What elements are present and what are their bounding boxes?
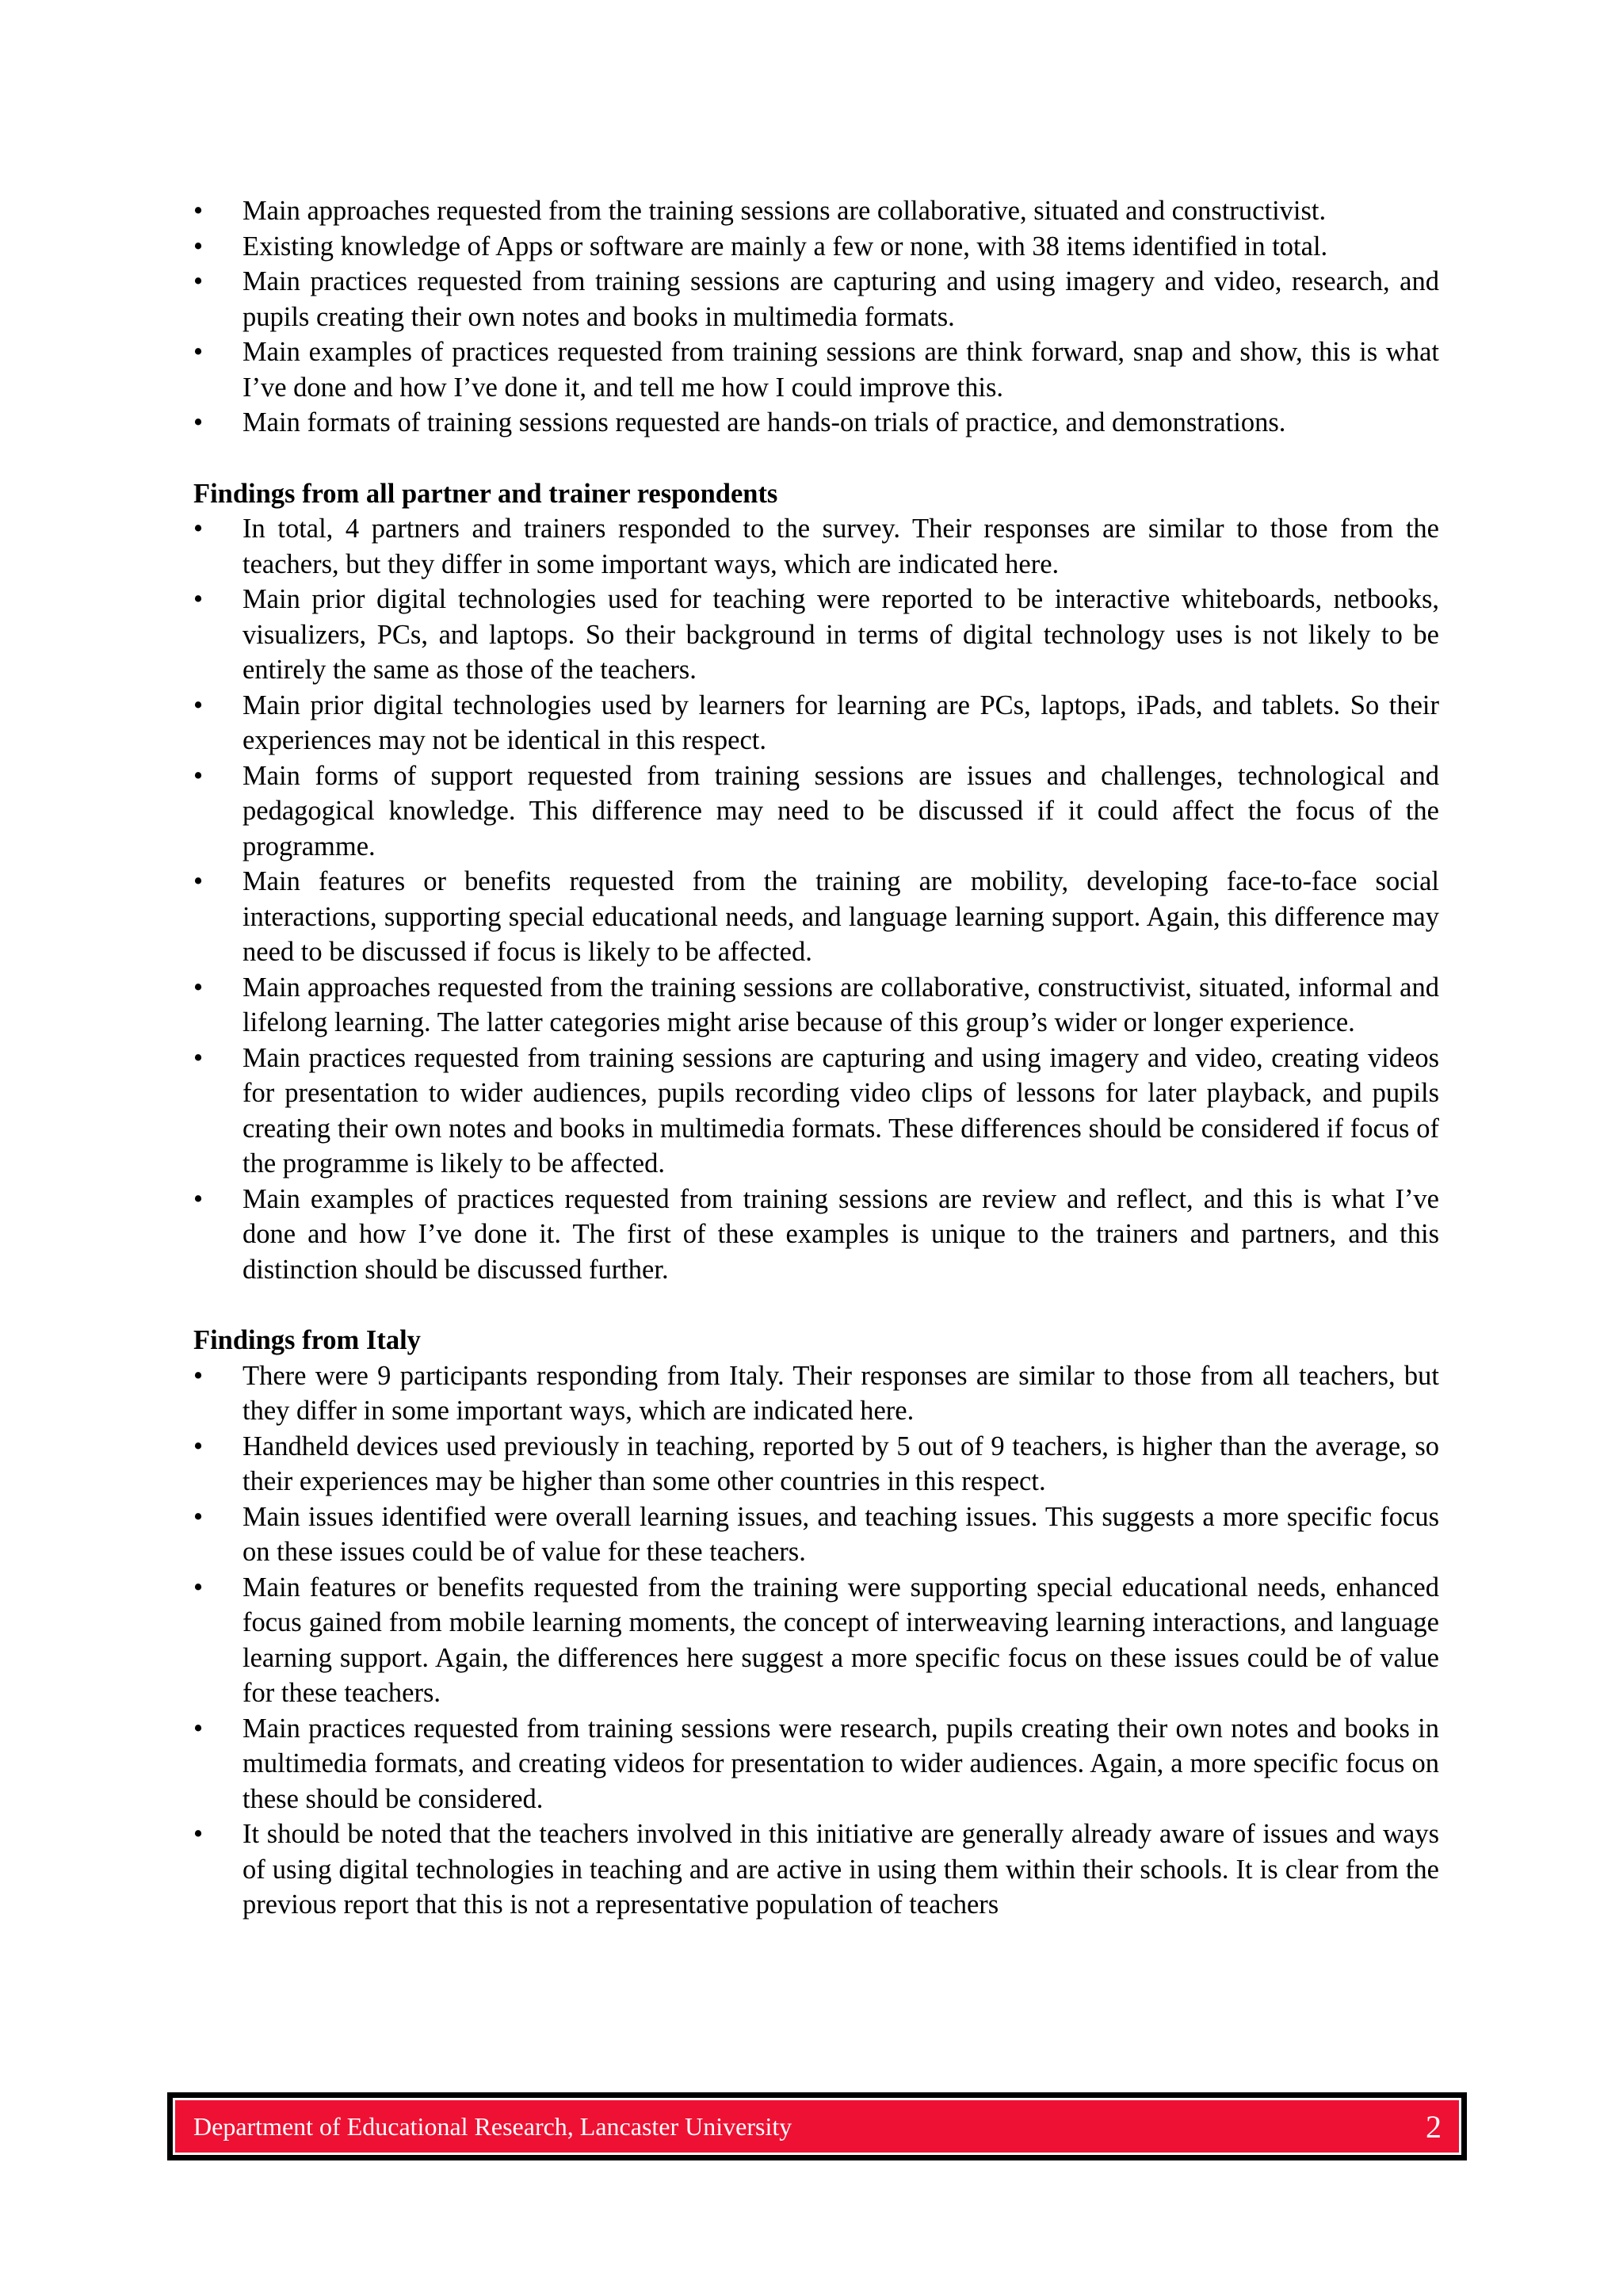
bullet-icon: • <box>193 760 204 791</box>
list-item-text: Main features or benefits requested from the training were supporting special educational needs, enhanced focus gained from mobile learning moments, the concept of interweaving learning interactions, and language learning support. Again, the differences here suggest a more specific focus on these issues could be of value for these teachers. <box>242 1572 1439 1708</box>
footer-text: Department of Educational Research, Lancaster University <box>193 2111 792 2141</box>
list-item-text: Main prior digital technologies used for teaching were reported to be interactive whiteboards, netbooks, visualizers, PCs, and laptops. So their background in terms of digital technology uses is not likely to be entirely the same as those of the teachers. <box>242 584 1439 685</box>
list-item <box>193 511 1439 582</box>
partners-bullet-list <box>193 511 1439 1287</box>
list-item-text: Main approaches requested from the training sessions are collaborative, situated and constructivist. <box>242 196 1327 226</box>
list-item-text: There were 9 participants responding from Italy. Their responses are similar to those from all teachers, but they differ in some important ways, which are indicated here. <box>242 1360 1439 1426</box>
list-item <box>193 1817 1439 1923</box>
page-number: 2 <box>1426 2108 1442 2145</box>
bullet-icon: • <box>193 972 204 1003</box>
list-item <box>193 229 1439 265</box>
bullet-icon: • <box>193 196 204 226</box>
list-item-text: It should be noted that the teachers involved in this initiative are generally already aware of issues and ways of using digital technologies in teaching and are active in using them within their schools. It is clear from the previous report that this is not a representative population of teachers <box>242 1819 1439 1920</box>
bullet-icon: • <box>193 866 204 896</box>
bullet-icon: • <box>193 584 204 614</box>
list-item <box>193 334 1439 405</box>
bullet-icon: • <box>193 1183 204 1214</box>
italy-bullet-list <box>193 1358 1439 1923</box>
footer-band <box>175 2100 1459 2153</box>
bullet-icon: • <box>193 337 204 367</box>
intro-bullet-list <box>193 193 1439 441</box>
list-item-text: In total, 4 partners and trainers responded to the survey. Their responses are similar to those from the teachers, but they differ in some important ways, which are indicated here. <box>242 514 1439 579</box>
list-item <box>193 1041 1439 1182</box>
bullet-icon: • <box>193 1713 204 1744</box>
section-heading: Findings from all partner and trainer respondents <box>193 478 778 509</box>
list-item <box>193 264 1439 334</box>
list-item <box>193 1358 1439 1429</box>
page-footer <box>167 2092 1467 2160</box>
list-item-text: Main formats of training sessions requested are hands-on trials of practice, and demonstrations. <box>242 407 1286 437</box>
list-item <box>193 1429 1439 1499</box>
bullet-icon: • <box>193 231 204 262</box>
list-item-text: Handheld devices used previously in teaching, reported by 5 out of 9 teachers, is higher than the average, so their experiences may be higher than some other countries in this respect. <box>242 1431 1439 1496</box>
list-item <box>193 1570 1439 1711</box>
list-item <box>193 1499 1439 1570</box>
list-item-text: Main issues identified were overall learning issues, and teaching issues. This suggests a more specific focus on these issues could be of value for these teachers. <box>242 1501 1439 1567</box>
list-item-text: Existing knowledge of Apps or software are mainly a few or none, with 38 items identified in total. <box>242 231 1328 262</box>
bullet-icon: • <box>193 690 204 720</box>
list-item-text: Main examples of practices requested from training sessions are review and reflect, and this is what I’ve done and how I’ve done it. The first of these examples is unique to the trainers and partners, and this distinction should be discussed further. <box>242 1183 1439 1285</box>
bullet-icon: • <box>193 514 204 544</box>
list-item <box>193 1711 1439 1817</box>
bullet-icon: • <box>193 407 204 437</box>
list-item <box>193 582 1439 688</box>
bullet-icon: • <box>193 266 204 296</box>
list-item-text: Main practices requested from training sessions are capturing and using imagery and video, research, and pupils creating their own notes and books in multimedia formats. <box>242 266 1439 332</box>
list-item <box>193 970 1439 1041</box>
list-item <box>193 1182 1439 1288</box>
list-item-text: Main features or benefits requested from the training are mobility, developing face-to-face social interactions, supporting special educational needs, and language learning support. Again, this difference may need to be discussed if focus is likely to be affected. <box>242 866 1439 967</box>
list-item <box>193 193 1439 229</box>
list-item-text: Main practices requested from training sessions were research, pupils creating their own notes and books in multimedia formats, and creating videos for presentation to wider audiences. Again, a more specific focus on these should be considered. <box>242 1713 1439 1814</box>
italy-section <box>193 1323 1439 1923</box>
document-body <box>193 193 1439 1923</box>
bullet-icon: • <box>193 1819 204 1849</box>
list-item-text: Main practices requested from training sessions are capturing and using imagery and video, creating videos for presentation to wider audiences, pupils recording video clips of lessons for later playback, and pupils creating their own notes and books in multimedia formats. These differences should be considered if focus of the programme is likely to be affected. <box>242 1042 1439 1179</box>
bullet-icon: • <box>193 1572 204 1603</box>
list-item <box>193 864 1439 970</box>
list-item-text: Main approaches requested from the training sessions are collaborative, constructivist, situated, informal and lifelong learning. The latter categories might arise because of this group’s wider or longer experience. <box>242 972 1439 1037</box>
bullet-icon: • <box>193 1042 204 1073</box>
list-item-text: Main forms of support requested from training sessions are issues and challenges, technological and pedagogical knowledge. This difference may need to be discussed if it could affect the focus of the programme. <box>242 760 1439 861</box>
list-item <box>193 758 1439 865</box>
list-item-text: Main examples of practices requested from training sessions are think forward, snap and show, this is what I’ve done and how I’ve done it, and tell me how I could improve this. <box>242 337 1439 403</box>
bullet-icon: • <box>193 1431 204 1461</box>
footer-border <box>173 2098 1461 2155</box>
section-heading: Findings from Italy <box>193 1325 421 1355</box>
partners-section <box>193 476 1439 1288</box>
list-item <box>193 405 1439 441</box>
list-item-text: Main prior digital technologies used by learners for learning are PCs, laptops, iPads, and tablets. So their experiences may not be identical in this respect. <box>242 690 1439 755</box>
bullet-icon: • <box>193 1360 204 1391</box>
list-item <box>193 688 1439 758</box>
bullet-icon: • <box>193 1501 204 1532</box>
